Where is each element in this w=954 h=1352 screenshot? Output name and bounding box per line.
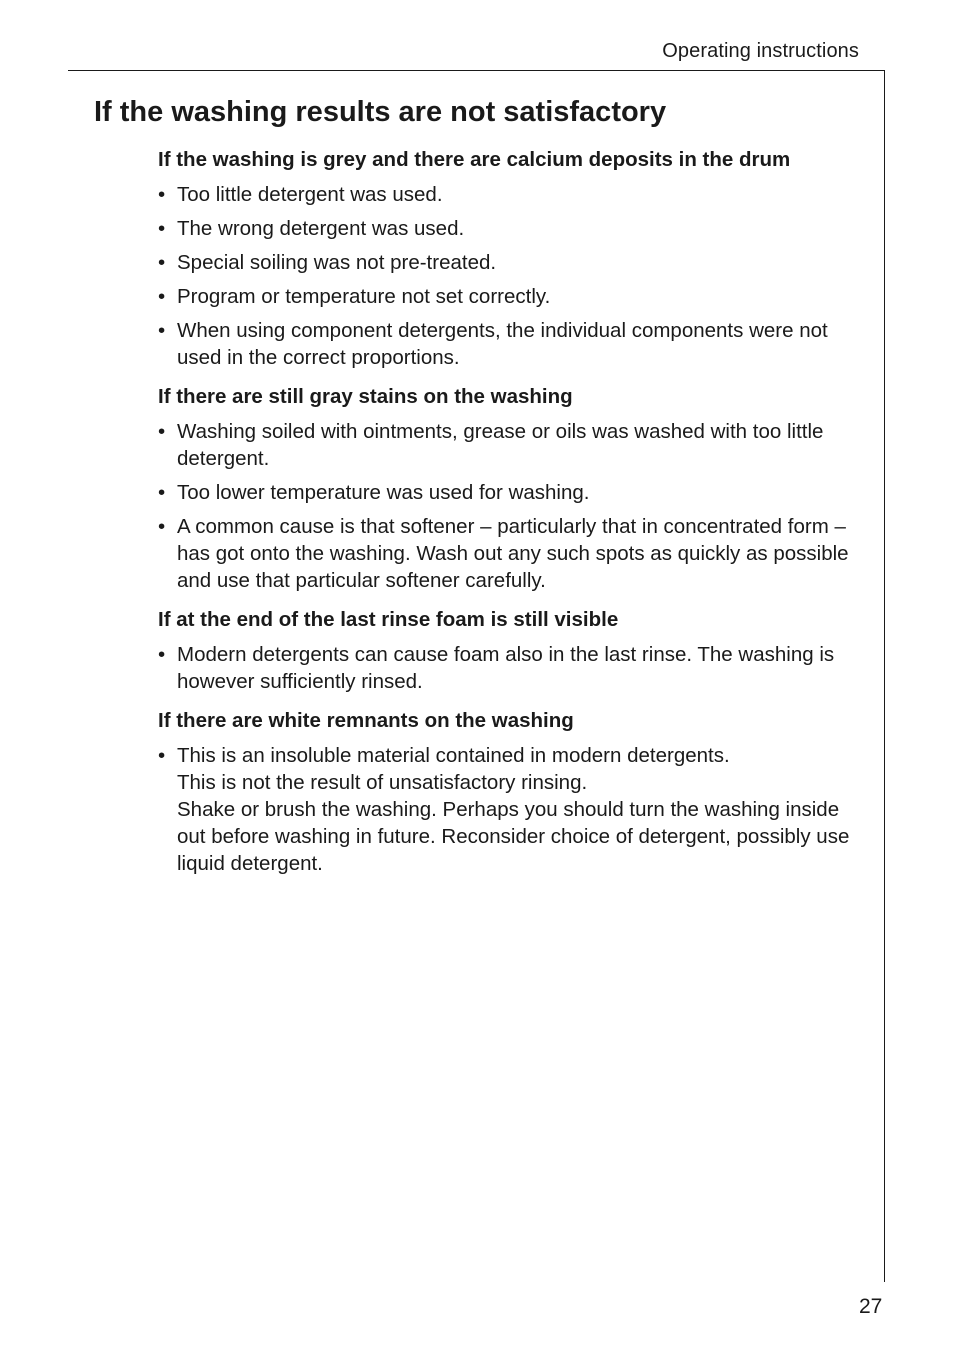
bullet-item [158, 181, 863, 208]
bullet-item [158, 418, 863, 472]
bullet-text: The wrong detergent was used. [177, 217, 465, 240]
bullet-text: Too little detergent was used. [177, 183, 443, 206]
bullet-text: This is an insoluble material contained in modern detergents. [177, 744, 730, 767]
bullet-icon: • [158, 481, 166, 504]
bullet-text: A common cause is that softener – particularly that in concentrated form – has got onto the washing. Wash out any such spots as quickly as possible and use that particular softener carefully. [177, 515, 849, 592]
bullet-text: Washing soiled with ointments, grease or oils was washed with too little detergent. [177, 420, 824, 470]
bullet-icon: • [158, 285, 166, 308]
bullet-list [158, 418, 863, 594]
bullet-list [158, 742, 863, 877]
section-heading: If there are white remnants on the washing [158, 709, 574, 732]
bullet-item [158, 513, 863, 594]
bullet-text: Too lower temperature was used for washing. [177, 481, 590, 504]
bullet-item [158, 249, 863, 276]
section [158, 146, 863, 371]
running-header: Operating instructions [662, 40, 859, 62]
bullet-item [158, 317, 863, 371]
margin-rule [884, 70, 885, 1282]
bullet-icon: • [158, 744, 166, 767]
bullet-text: Shake or brush the washing. Perhaps you should turn the washing inside out before washing in future. Reconsider choice of detergent, possibly use liquid detergent. [177, 798, 850, 875]
bullet-icon: • [158, 319, 166, 342]
bullet-icon: • [158, 183, 166, 206]
bullet-text: Program or temperature not set correctly. [177, 285, 551, 308]
bullet-text: This is not the result of unsatisfactory rinsing. [177, 771, 588, 794]
bullet-item [158, 283, 863, 310]
section [158, 606, 863, 695]
bullet-icon: • [158, 420, 166, 443]
troubleshooting-content [158, 146, 863, 889]
bullet-list [158, 181, 863, 371]
bullet-item [158, 479, 863, 506]
bullet-icon: • [158, 251, 166, 274]
section-heading: If there are still gray stains on the washing [158, 385, 573, 408]
section-heading: If at the end of the last rinse foam is still visible [158, 608, 619, 631]
bullet-text: Special soiling was not pre-treated. [177, 251, 497, 274]
page-number: 27 [859, 1295, 883, 1318]
bullet-item [158, 215, 863, 242]
bullet-icon: • [158, 515, 166, 538]
bullet-text: When using component detergents, the individual components were not used in the correct proportions. [177, 319, 828, 369]
section [158, 383, 863, 594]
bullet-text: Modern detergents can cause foam also in the last rinse. The washing is however sufficiently rinsed. [177, 643, 835, 693]
bullet-item [158, 742, 863, 877]
bullet-item [158, 641, 863, 695]
page-title: If the washing results are not satisfactory [94, 96, 667, 128]
bullet-icon: • [158, 217, 166, 240]
section [158, 707, 863, 877]
section-heading: If the washing is grey and there are calcium deposits in the drum [158, 148, 791, 171]
bullet-icon: • [158, 643, 166, 666]
bullet-list [158, 641, 863, 695]
header-rule [68, 70, 885, 71]
